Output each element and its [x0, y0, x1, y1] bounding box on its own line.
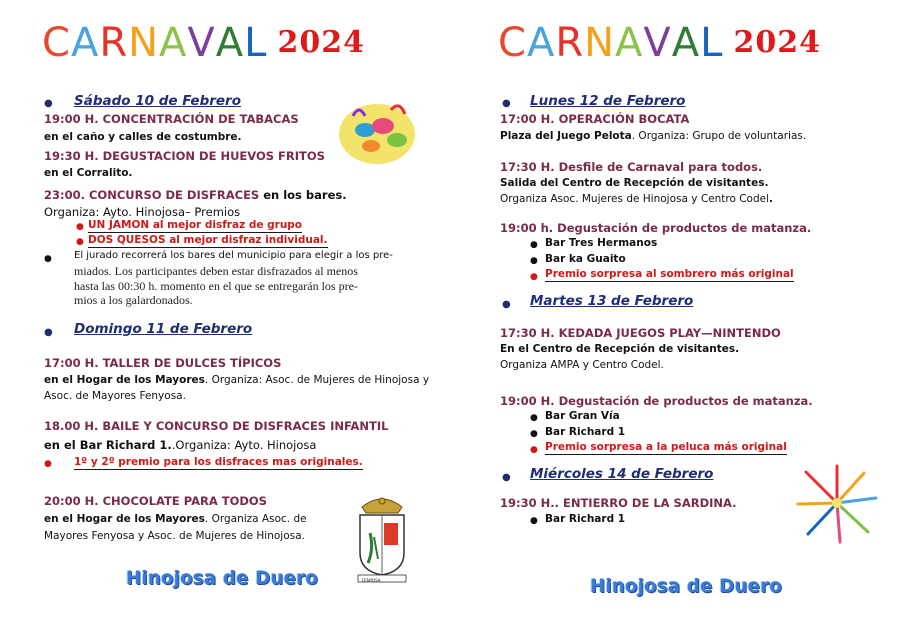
prize: Premio sorpresa a la peluca más original — [545, 441, 787, 453]
event-detail: . Organiza Asoc. de — [204, 513, 307, 525]
bar-item: Bar Richard 1 — [545, 426, 626, 438]
bullet: ● — [44, 98, 53, 109]
event-detail: Mayores Fenyosa y Asoc. de Mujeres de Hinojosa. — [44, 530, 305, 542]
title-letter: A — [70, 20, 100, 66]
title-letter: C — [42, 20, 71, 66]
town-name: Hinojosa de Duero — [590, 575, 783, 597]
prize: 1º y 2º premio para los disfraces mas originales. — [74, 456, 363, 468]
event-detail-line — [500, 130, 806, 142]
event-detail: en el Corralito. — [44, 167, 133, 179]
event-title: 19:00 H. CONCENTRACIÓN DE TABACAS — [44, 112, 299, 126]
event-title: 17:30 H. KEDADA JUEGOS PLAY—NINTENDO — [500, 326, 781, 340]
bar-item: Bar Richard 1 — [545, 513, 626, 525]
title-letter: A — [615, 20, 644, 66]
event-title-line — [44, 184, 347, 203]
bullet: ● — [76, 237, 84, 247]
organizer: Organiza: Ayto. Hinojosa– Premios — [44, 205, 241, 219]
title-letter: R — [555, 20, 585, 66]
bullet: ● — [502, 472, 511, 483]
event-detail-end: . — [769, 193, 774, 205]
bar-item: Bar Gran Vía — [545, 410, 620, 422]
event-suffix: en los bares. — [259, 188, 347, 202]
right-title — [498, 20, 821, 70]
event-place: en el Bar Richard 1. — [44, 438, 172, 452]
note-line: El jurado recorrerá los bares del municipio para elegir a los pre- — [74, 250, 393, 261]
left-title — [42, 20, 365, 70]
day-heading-tuesday: Martes 13 de Febrero — [530, 293, 694, 309]
event-title: 17:30 H. Desfile de Carnaval para todos. — [500, 160, 763, 174]
event-title: 17:00 H. TALLER DE DULCES TÍPICOS — [44, 356, 282, 370]
prize: Premio sorpresa al sombrero más original — [545, 268, 794, 280]
bullet: ● — [44, 459, 52, 469]
note-line: miados. Los participantes deben estar disfrazados al menos — [74, 264, 358, 278]
event-title: 23:00. CONCURSO DE DISFRACES — [44, 188, 260, 202]
shield-caption: FENYOSA — [362, 578, 381, 583]
bar-item: Bar ka Guaito — [545, 253, 626, 265]
prize: UN JAMON al mejor disfraz de grupo — [88, 219, 303, 231]
event-detail: .Organiza: Ayto. Hinojosa — [171, 438, 317, 452]
event-detail: en el caño y calles de costumbre. — [44, 131, 242, 143]
event-title: 17:00 H. OPERACIÓN BOCATA — [500, 112, 690, 126]
event-detail: Salida del Centro de Recepción de visitantes. — [500, 177, 769, 189]
event-title: 19:30 H. DEGUSTACION DE HUEVOS FRITOS — [44, 149, 325, 163]
event-title: 18.00 H. BAILE Y CONCURSO DE DISFRACES INFANTIL — [44, 419, 389, 433]
event-detail: En el Centro de Recepción de visitantes. — [500, 343, 740, 355]
title-letter: N — [584, 20, 616, 66]
event-detail: Organiza AMPA y Centro Codel. — [500, 359, 664, 371]
event-detail: . Organiza: Asoc. de Mujeres de Hinojosa y — [204, 374, 430, 386]
prize: DOS QUESOS al mejor disfraz individual. — [88, 234, 328, 246]
event-detail-line — [44, 374, 429, 386]
bullet: ● — [530, 516, 538, 526]
title-letter: L — [700, 20, 724, 66]
bullet: ● — [530, 240, 538, 250]
event-detail-line — [500, 193, 773, 205]
bullet: ● — [502, 98, 511, 109]
note-line: mios a los galardonados. — [74, 293, 193, 307]
title-letter: N — [128, 20, 160, 66]
day-heading-sunday: Domingo 11 de Febrero — [74, 321, 253, 337]
bullet: ● — [530, 413, 538, 423]
title-letter: R — [99, 20, 129, 66]
bullet: ● — [530, 272, 538, 282]
event-place: en el Hogar de los Mayores — [44, 513, 205, 525]
bullet: ● — [502, 299, 511, 310]
event-place: Plaza del Juego Pelota — [500, 130, 632, 142]
event-detail: . Organiza: Grupo de voluntarias. — [631, 130, 807, 142]
bullet: ● — [44, 254, 52, 264]
bullet: ● — [76, 222, 84, 232]
carnival-masks-icon — [335, 96, 419, 168]
title-letter: A — [671, 20, 701, 66]
note-line: hasta las 00:30 h. momento en el que se entregarán los pre- — [74, 279, 358, 293]
title-letter: C — [498, 20, 527, 66]
title-letter: V — [643, 20, 672, 66]
bullet: ● — [44, 327, 53, 338]
coat-of-arms-icon — [352, 493, 412, 585]
bullet: ● — [530, 445, 538, 455]
event-title: 19:00 h. Degustación de productos de matanza. — [500, 221, 812, 235]
right-page — [450, 0, 900, 637]
town-name: Hinojosa de Duero — [126, 567, 319, 589]
title-letter: L — [244, 20, 268, 66]
event-detail: Organiza Asoc. Mujeres de Hinojosa y Centro Codel — [500, 193, 770, 205]
event-title: 19:00 H. Degustación de productos de matanza. — [500, 394, 813, 408]
title-year: 2024 — [733, 25, 821, 60]
title-letter: A — [159, 20, 188, 66]
day-heading-monday: Lunes 12 de Febrero — [530, 93, 686, 109]
fireworks-icon — [792, 458, 882, 548]
title-letter: V — [187, 20, 216, 66]
title-letter: A — [215, 20, 245, 66]
bullet: ● — [530, 256, 538, 266]
event-detail: Asoc. de Mayores Fenyosa. — [44, 390, 186, 402]
event-place: en el Hogar de los Mayores — [44, 374, 205, 386]
event-detail-line — [44, 513, 307, 525]
title-letter: A — [526, 20, 556, 66]
event-detail-line — [44, 438, 316, 452]
bullet: ● — [530, 429, 538, 439]
title-year: 2024 — [277, 25, 365, 60]
event-title: 20:00 H. CHOCOLATE PARA TODOS — [44, 494, 267, 508]
event-title: 19:30 H.. ENTIERRO DE LA SARDINA. — [500, 496, 737, 510]
day-heading-saturday: Sábado 10 de Febrero — [74, 93, 241, 109]
bar-item: Bar Tres Hermanos — [545, 237, 658, 249]
day-heading-wednesday: Miércoles 14 de Febrero — [530, 466, 714, 482]
